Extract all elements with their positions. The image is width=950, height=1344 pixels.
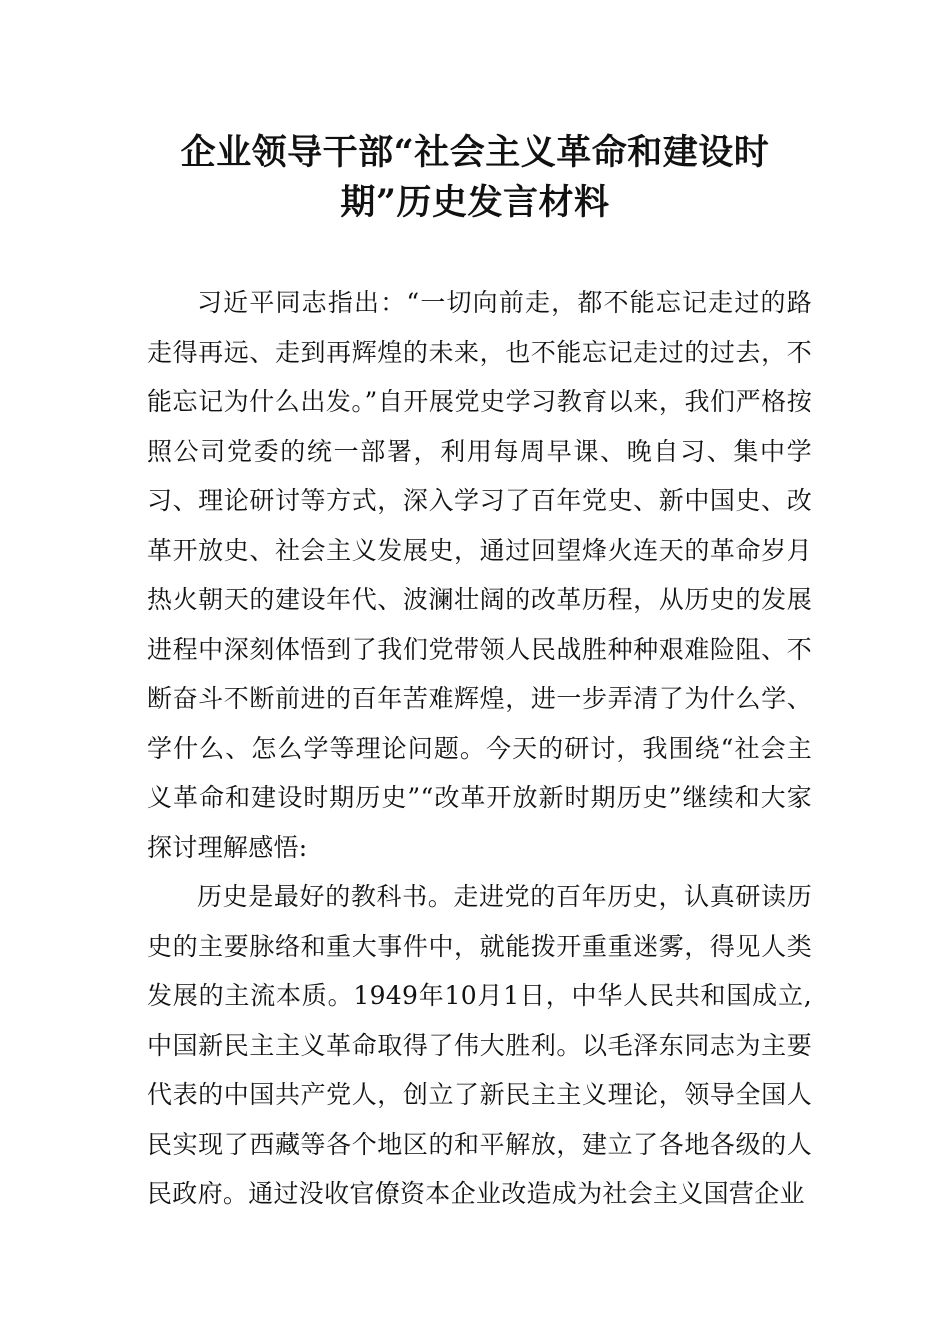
paragraph-2: 历史是最好的教科书。走进党的百年历史，认真研读历史的主要脉络和重大事件中，就能拨开重重迷雾，得见人类发展的主流本质。1949年10月1日，中华人民共和国成立,中国新民主主义革命取得了伟大胜利。以毛泽东同志为主要代表的中国共产党人，创立了新民主主义理论，领导全国人民实现了西藏等各个地区的和平解放，建立了各地各级的人民政府。通过没收官僚资本企业改造成为社会主义国营企业 <box>147 882 812 1208</box>
document-body <box>147 278 812 1219</box>
title-line-2: 期”历史发言材料 <box>340 182 610 223</box>
title-line-1: 企业领导干部“社会主义革命和建设时 <box>180 132 770 173</box>
document-title <box>120 128 830 228</box>
paragraph-1: 习近平同志指出：“一切向前走，都不能忘记走过的路走得再远、走到再辉煌的未来，也不能忘记走过的过去，不能忘记为什么出发。”自开展党史学习教育以来，我们严格按照公司党委的统一部署，利用每周早课、晚自习、集中学习、理论研讨等方式，深入学习了百年党史、新中国史、改革开放史、社会主义发展史，通过回望烽火连天的革命岁月热火朝天的建设年代、波澜壮阔的改革历程，从历史的发展进程中深刻体悟到了我们党带领人民战胜种种艰难险阻、不断奋斗不断前进的百年苦难辉煌，进一步弄清了为什么学、学什么、怎么学等理论问题。今天的研讨，我围绕“社会主义革命和建设时期历史”“改革开放新时期历史”继续和大家探讨理解感悟: <box>147 288 812 862</box>
